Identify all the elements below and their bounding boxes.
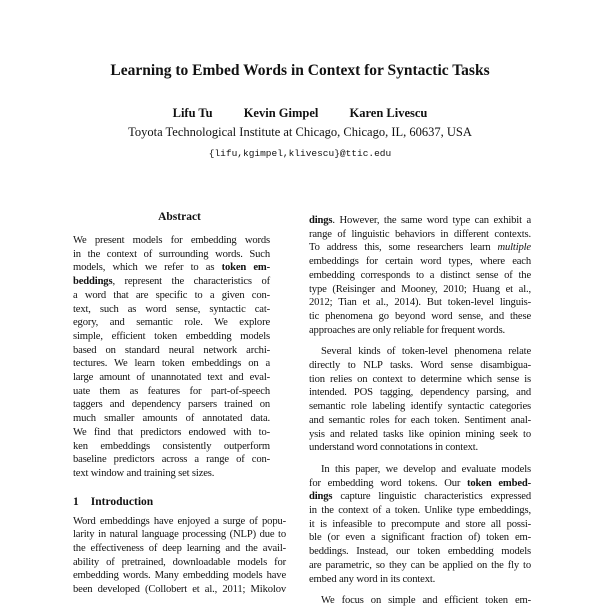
author-name: Kevin Gimpel [243,106,319,120]
text-run: and semantic roles for each token. Sentiment anal- [309,414,531,426]
text-line [309,296,531,310]
text-run: embedding corresponds to a distinct sense of the [309,269,531,281]
text-run: ability of pretrained, downloadable models for [73,556,286,568]
text-run: large amount of unannotated text and eval- [73,372,270,384]
text-line [309,400,531,414]
text-line [309,428,531,442]
text-run: intended. POS tagging, dependency parsing, and [309,387,531,399]
author-affiliation: Toyota Technological Institute at Chicago, Chicago, IL, 60637, USA [128,125,472,139]
text-run: 2012; Tian et al., 2014). But token-level linguis- [309,297,531,309]
bold-term: dings [309,215,333,226]
text-line [73,583,286,597]
text-run: type (Reisinger and Mooney, 2010; Huang et al., [309,283,531,295]
text-run: ysis and related tasks like opinion mining seek to [309,428,531,440]
text-line [73,515,286,529]
text-line [73,556,286,570]
text-line [309,255,531,269]
author-name: Lifu Tu [172,106,213,120]
text-run: a word that are specific to a given con- [73,289,270,301]
text-run: We find that predictors endowed with to- [73,426,270,438]
text-run: Several kinds of token-level phenomena relate [321,346,531,358]
text-run: range of linguistic behaviors in different contexts. [309,228,531,240]
text-line [73,316,270,330]
text-run: been developed (Collobert et al., 2011; Mikolov [73,584,286,596]
text-line [73,234,270,248]
text-line [73,412,270,426]
text-run: egory, and semantic role. We explore [73,317,270,329]
text-run: it is infeasible to precompute and store all possi- [309,518,531,530]
text-run: capture linguistic characteristics expressed [332,491,531,503]
text-line [73,275,270,289]
text-run: baseline predictors across a range of con- [73,454,270,466]
text-line [309,490,531,504]
text-run: text, such as word sense, syntactic cat- [73,303,270,315]
section-title: Introduction [90,495,154,508]
text-line [309,359,531,373]
text-run: We present models for embedding words [73,235,270,246]
italic-term: multiple [497,242,531,254]
text-line [73,371,270,385]
right-column [309,214,531,608]
text-line [309,504,531,518]
author-list [0,105,600,121]
text-line [73,330,270,344]
text-run: embeddings for certain word types, where each [309,256,531,268]
text-line [309,463,531,477]
text-line [73,289,270,303]
text-line [73,303,270,317]
text-run: are parametric, so they can be applied on the fly to [309,559,531,571]
text-line [309,345,531,359]
body-paragraph [309,463,531,586]
text-line [309,241,531,255]
text-line [73,357,270,371]
text-line [309,269,531,283]
text-line [309,373,531,387]
text-run: uate them as features for part-of-speech [73,385,270,397]
section-number: 1 [73,495,79,508]
text-run: , represent the characteristics of [112,276,270,288]
text-line [309,214,531,228]
author-email: {lifu,kgimpel,klivescu}@ttic.edu [208,148,392,159]
text-run: in the context of surrounding words. Such [73,248,270,260]
text-run: embed any word in its context. [309,573,436,585]
text-run: tic phenomena go beyond word sense, and these [309,310,531,322]
text-run: much smaller amounts of annotated data. [73,413,270,425]
bold-term: token embed- [467,477,532,489]
bold-term: token em- [221,262,270,274]
text-run: text window and training set sizes. [73,467,215,479]
text-line [309,228,531,242]
text-line [73,426,270,440]
text-run: tectures. We learn token embeddings on a [73,358,270,370]
introduction-paragraph [73,515,286,597]
text-run: We focus on simple and efficient token em- [321,595,531,607]
text-line [309,324,531,338]
text-line [309,310,531,324]
text-run: semantic role labeling identify syntactic categories [309,401,531,413]
text-run: understand word connotations in context. [309,442,479,454]
text-line [309,386,531,400]
text-line [73,569,286,583]
abstract-heading: Abstract [158,211,201,223]
text-line [73,344,270,358]
abstract-body [73,234,270,481]
text-line [73,261,270,275]
text-line [73,528,286,542]
text-line [309,518,531,532]
text-run: larity in natural language processing (NLP) due to [73,529,286,541]
author-name: Karen Livescu [349,106,428,120]
text-line [309,441,531,455]
left-column [73,210,286,597]
text-run: taggers and dependency parsers trained on [73,399,270,411]
text-line [73,467,270,481]
text-line [73,440,270,454]
text-run: approaches are only reliable for frequent words. [309,324,506,336]
text-run: in the context of a token. Unlike type embeddings, [309,505,531,517]
text-line [309,283,531,297]
text-run: Word embeddings have enjoyed a surge of popu- [73,515,286,527]
text-line [309,594,531,608]
text-line [73,398,270,412]
text-run: tion relies on context to determine which sense is [309,373,531,385]
text-line [73,542,286,556]
text-line [309,559,531,573]
text-run: simple, efficient token embedding models [73,330,270,342]
body-paragraph [309,214,531,337]
text-run: beddings. Instead, our token embedding models [309,546,531,558]
bold-term: beddings [73,276,113,288]
bold-term: dings [309,491,333,503]
text-run: embedding words. Many embedding models have [73,570,286,582]
text-line [309,545,531,559]
text-line [73,385,270,399]
body-paragraph [309,594,531,608]
text-line [73,248,270,262]
text-run: directly to NLP tasks. Word sense disambigua- [309,360,531,372]
text-line [309,531,531,545]
text-line [309,414,531,428]
text-run: models, which we refer to as [73,262,222,274]
text-line [309,573,531,587]
text-run: . However, the same word type can exhibit a [332,215,531,226]
text-run: ken embeddings consistently outperform [73,440,270,452]
text-run: To address this, some researchers learn [309,242,498,254]
text-run: In this paper, we develop and evaluate models [321,463,531,475]
body-paragraph [309,345,531,455]
text-run: based on standard neural network archi- [73,344,270,356]
text-line [73,453,270,467]
text-run: the effectiveness of deep learning and the avail- [73,543,286,555]
text-run: for embedding word tokens. Our [309,477,468,489]
text-line [309,477,531,491]
paper-title: Learning to Embed Words in Context for Syntactic Tasks [110,62,490,79]
text-run: ble (or even a significant fraction of) token em- [309,532,531,544]
section-heading-introduction [73,495,286,510]
